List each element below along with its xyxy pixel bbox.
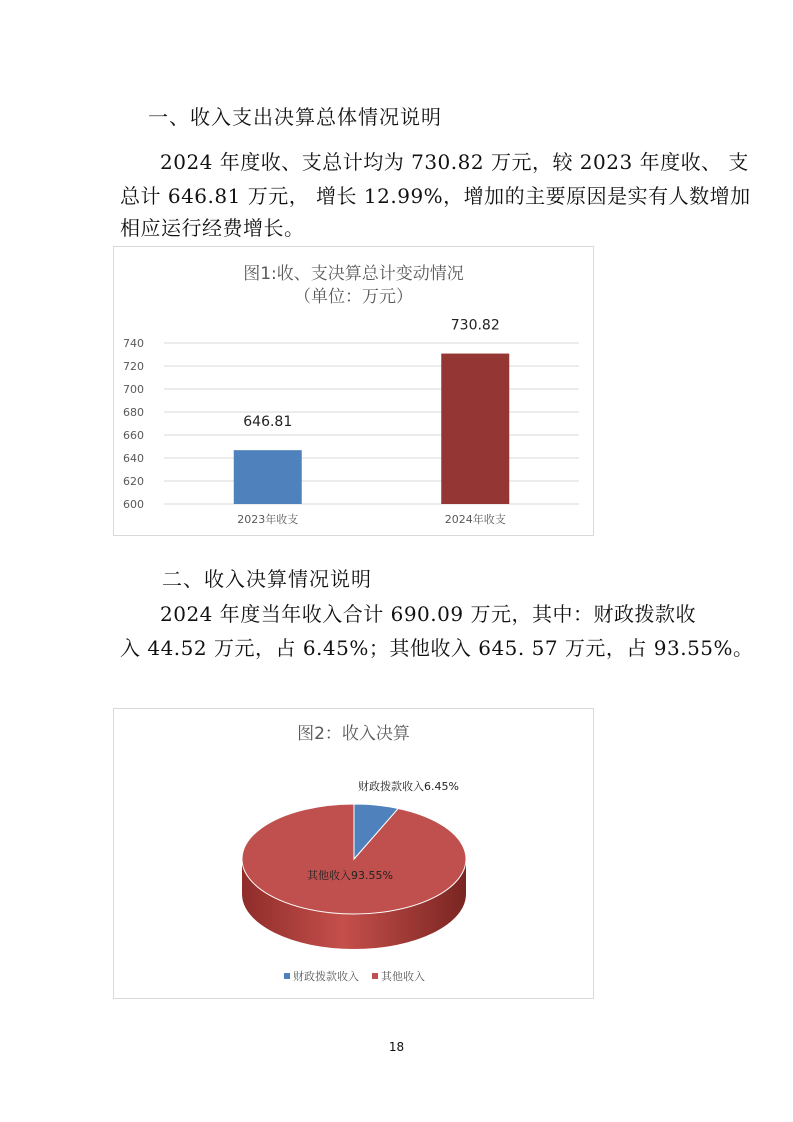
y-tick-label: 640 bbox=[123, 452, 144, 465]
y-tick-label: 720 bbox=[123, 360, 144, 373]
y-tick-label: 620 bbox=[123, 475, 144, 488]
section1-line-2: 总计 646.81 万元， 增长 12.99%，增加的主要原因是实有人数增加 bbox=[120, 184, 751, 208]
y-tick-label: 740 bbox=[123, 337, 144, 350]
page-number: 18 bbox=[388, 1040, 405, 1054]
legend-swatch bbox=[284, 973, 290, 979]
bar bbox=[441, 354, 509, 504]
pie-slice-label: 财政拨款收入6.45% bbox=[358, 780, 459, 793]
pie-chart-plot bbox=[114, 709, 593, 998]
bar bbox=[234, 450, 302, 504]
figure1-subtitle: （单位：万元） bbox=[294, 287, 413, 307]
y-tick-label: 600 bbox=[123, 498, 144, 511]
section2-line-2: 入 44.52 万元，占 6.45%；其他收入 645. 57 万元，占 93.55%。 bbox=[120, 636, 754, 660]
figure1-title: 图1:收、支决算总计变动情况 bbox=[243, 264, 464, 284]
figure2-title: 图2：收入决算 bbox=[297, 724, 410, 744]
x-category-label: 2024年收支 bbox=[444, 513, 506, 526]
bar-value-label: 730.82 bbox=[450, 317, 500, 334]
pie-slice-label: 其他收入93.55% bbox=[307, 869, 393, 882]
section1-line-1: 2024 年度收、支总计均为 730.82 万元，较 2023 年度收、 支 bbox=[160, 150, 749, 174]
legend-label: 其他收入 bbox=[381, 970, 425, 983]
section2-heading: 二、收入决算情况说明 bbox=[162, 567, 372, 591]
x-category-label: 2023年收支 bbox=[237, 513, 299, 526]
section1-heading: 一、收入支出决算总体情况说明 bbox=[148, 105, 442, 129]
y-tick-label: 680 bbox=[123, 406, 144, 419]
y-tick-label: 660 bbox=[123, 429, 144, 442]
figure2-pie-chart bbox=[113, 708, 594, 999]
bar-value-label: 646.81 bbox=[243, 414, 293, 431]
y-tick-label: 700 bbox=[123, 383, 144, 396]
section1-line-3: 相应运行经费增长。 bbox=[120, 216, 305, 240]
section2-line-1: 2024 年度当年收入合计 690.09 万元，其中：财政拨款收 bbox=[160, 602, 696, 626]
legend-label: 财政拨款收入 bbox=[293, 970, 359, 983]
legend-swatch bbox=[372, 973, 378, 979]
figure1-bar-chart bbox=[113, 246, 594, 536]
bar-chart-plot bbox=[114, 247, 593, 535]
